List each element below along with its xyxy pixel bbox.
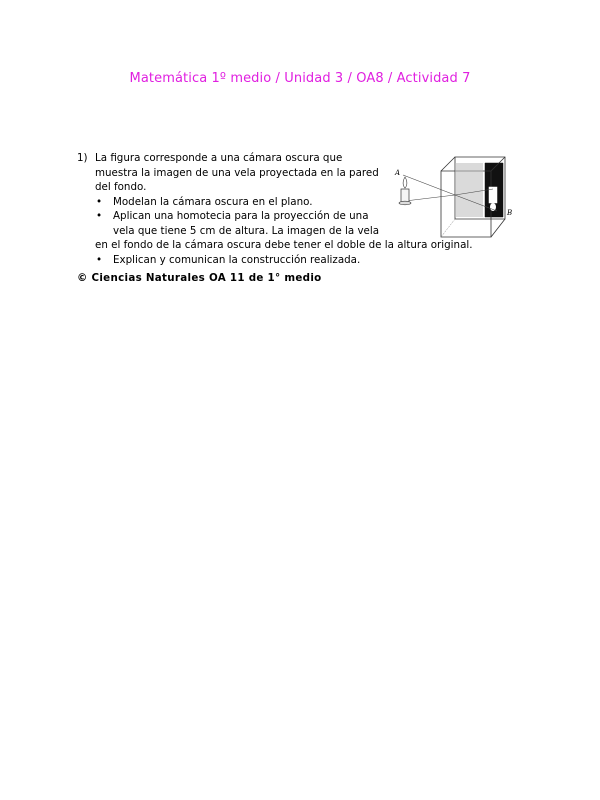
- bullet-continuation: en el fondo de la cámara oscura debe tener el doble de la altura original.: [95, 239, 473, 251]
- bullet-text: Modelan la cámara oscura en el plano.: [113, 195, 313, 208]
- bullet-text: Explican y comunican la construcción realizada.: [113, 253, 361, 266]
- bullet-icon: •: [96, 253, 103, 266]
- figure-label-a: A: [395, 169, 401, 177]
- figure-label-b: B: [507, 209, 513, 217]
- candle-icon: [399, 177, 411, 205]
- question-number: 1): [77, 152, 88, 164]
- question-intro: La figura corresponde a una cámara oscura que muestra la imagen de una vela proyectada en la pared del fondo.: [95, 152, 379, 193]
- bullet-icon: •: [96, 195, 103, 208]
- bullet-icon: •: [96, 210, 103, 222]
- camera-obscura-figure: [393, 153, 513, 243]
- bullet-text: Aplican una homotecia para la proyección de una vela que tiene 5 cm de altura. La imagen de la vela: [113, 210, 380, 237]
- credit-line: © Ciencias Naturales OA 11 de 1° medio: [77, 272, 322, 284]
- list-item: [95, 253, 507, 268]
- page-title: Matemática 1º medio / Unidad 3 / OA8 / Actividad 7: [129, 71, 471, 86]
